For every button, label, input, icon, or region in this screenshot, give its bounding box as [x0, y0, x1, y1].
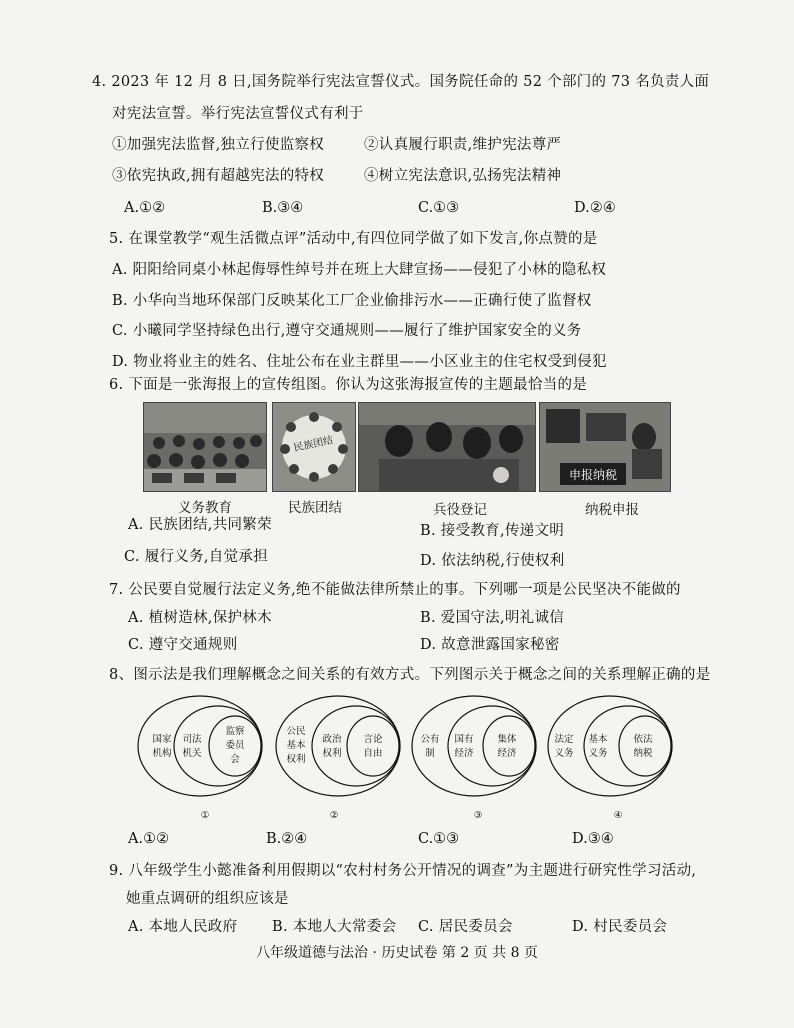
venn4-middle-l1: 基本: [588, 734, 608, 745]
venn2-inner-l2: 自由: [363, 748, 383, 759]
venn2-inner-l1: 言论: [363, 734, 383, 745]
venn2-middle-l2: 权利: [322, 748, 342, 759]
q4-statement-4: ④树立宪法意识,弘扬宪法精神: [364, 168, 562, 184]
venn4-outer-l1: 法定: [554, 734, 574, 745]
q8-option-d: D.③④: [572, 831, 614, 847]
q8-option-a: A.①②: [128, 831, 170, 847]
caption-military-registration: 兵役登记: [433, 502, 487, 518]
q4-stem-line1: 4. 2023 年 12 月 8 日,国务院举行宪法宣誓仪式。国务院任命的 52 个部门的 73 名负责人面: [92, 74, 710, 90]
q6-option-b: B. 接受教育,传递文明: [420, 523, 565, 539]
venn3-middle-l2: 经济: [454, 748, 474, 759]
page-footer: 八年级道德与法治 · 历史试卷 第 2 页 共 8 页: [256, 945, 538, 961]
q9-stem-line1: 9. 八年级学生小懿准备利用假期以“农村村务公开情况的调查”为主题进行研究性学习活动,: [109, 863, 697, 879]
q8-option-c: C.①③: [418, 831, 460, 847]
venn1-middle-l2: 机关: [182, 748, 202, 759]
q4-statement-1: ①加强宪法监督,独立行使监察权: [112, 137, 325, 153]
venn4-middle-l2: 义务: [588, 748, 608, 759]
venn2-number: ②: [329, 810, 339, 821]
q4-option-d: D.②④: [574, 200, 616, 216]
venn2-outer-l3: 权利: [286, 754, 306, 765]
venn2-middle-l1: 政治: [322, 734, 342, 745]
venn1-inner-l2: 委员: [225, 740, 245, 751]
q5-option-c: C. 小曦同学坚持绿色出行,遵守交通规则——履行了维护国家安全的义务: [112, 323, 582, 339]
venn4-outer-l2: 义务: [554, 748, 574, 759]
q4-option-b: B.③④: [262, 200, 304, 216]
tax-sign-text: 申报纳税: [568, 468, 618, 482]
q6-stem: 6. 下面是一张海报上的宣传组图。你认为这张海报宣传的主题最恰当的是: [109, 377, 588, 393]
venn2-outer-l1: 公民: [286, 726, 306, 737]
q5-option-a: A. 阳阳给同桌小林起侮辱性绰号并在班上大肆宣扬——侵犯了小林的隐私权: [112, 262, 607, 278]
photo-tax-declaration: [539, 402, 671, 492]
venn-diagram-2: [268, 694, 418, 828]
caption-tax-declaration: 纳税申报: [585, 502, 639, 518]
q7-option-c: C. 遵守交通规则: [128, 637, 238, 653]
venn3-outer-l1: 公有: [420, 734, 440, 745]
q5-stem: 5. 在课堂教学“观生活微点评”活动中,有四位同学做了如下发言,你点赞的是: [109, 231, 598, 247]
q5-option-b: B. 小华向当地环保部门反映某化工厂企业偷排污水——正确行使了监督权: [112, 293, 592, 309]
poster-title: 民族团结: [292, 435, 335, 455]
q6-option-a: A. 民族团结,共同繁荣: [128, 517, 272, 533]
venn-diagram-4: [540, 694, 690, 828]
caption-compulsory-education: 义务教育: [178, 500, 232, 516]
venn1-inner-l1: 监察: [225, 726, 245, 737]
venn1-middle-l1: 司法: [182, 734, 202, 745]
venn4-inner-l2: 纳税: [633, 748, 653, 759]
q9-option-b: B. 本地人大常委会: [272, 919, 397, 935]
venn4-inner-l1: 依法: [633, 734, 653, 745]
q6-option-c: C. 履行义务,自觉承担: [124, 549, 269, 565]
venn4-number: ④: [613, 810, 623, 821]
q7-stem: 7. 公民要自觉履行法定义务,绝不能做法律所禁止的事。下列哪一项是公民坚决不能做的: [109, 582, 681, 598]
q8-option-b: B.②④: [266, 831, 308, 847]
q4-option-a: A.①②: [124, 200, 166, 216]
q4-statement-3: ③依宪执政,拥有超越宪法的特权: [112, 168, 325, 184]
q9-stem-line2: 她重点调研的组织应该是: [126, 891, 289, 907]
venn3-middle-l1: 国有: [454, 734, 474, 745]
venn2-outer-l2: 基本: [286, 740, 306, 751]
q7-option-d: D. 故意泄露国家秘密: [420, 637, 560, 653]
photo-ethnic-unity: [272, 402, 356, 492]
venn1-inner-l3: 会: [230, 754, 240, 765]
caption-ethnic-unity: 民族团结: [288, 500, 342, 516]
venn-diagram-3: [404, 694, 554, 828]
q4-option-c: C.①③: [418, 200, 460, 216]
venn1-outer-l1: 国家: [152, 734, 172, 745]
q5-option-d: D. 物业将业主的姓名、住址公布在业主群里——小区业主的住宅权受到侵犯: [112, 354, 607, 370]
venn3-outer-l2: 制: [425, 748, 435, 759]
q7-option-a: A. 植树造林,保护林木: [128, 610, 272, 626]
q4-statement-2: ②认真履行职责,维护宪法尊严: [364, 137, 562, 153]
venn1-number: ①: [200, 810, 210, 821]
q9-option-c: C. 居民委员会: [418, 919, 513, 935]
q9-option-d: D. 村民委员会: [572, 919, 668, 935]
venn3-inner-l2: 经济: [497, 748, 517, 759]
venn3-number: ③: [473, 810, 483, 821]
photo-military-registration: [358, 402, 536, 492]
q7-option-b: B. 爱国守法,明礼诚信: [420, 610, 565, 626]
q6-option-d: D. 依法纳税,行使权利: [420, 553, 565, 569]
venn1-outer-l2: 机构: [152, 748, 172, 759]
q9-option-a: A. 本地人民政府: [128, 919, 238, 935]
venn-diagram-1: [130, 694, 280, 828]
venn3-inner-l1: 集体: [497, 734, 517, 745]
q8-stem: 8、图示法是我们理解概念之间关系的有效方式。下列图示关于概念之间的关系理解正确的是: [109, 667, 711, 683]
q4-stem-line2: 对宪法宣誓。举行宪法宣誓仪式有利于: [112, 106, 364, 122]
photo-compulsory-education: [143, 402, 267, 492]
